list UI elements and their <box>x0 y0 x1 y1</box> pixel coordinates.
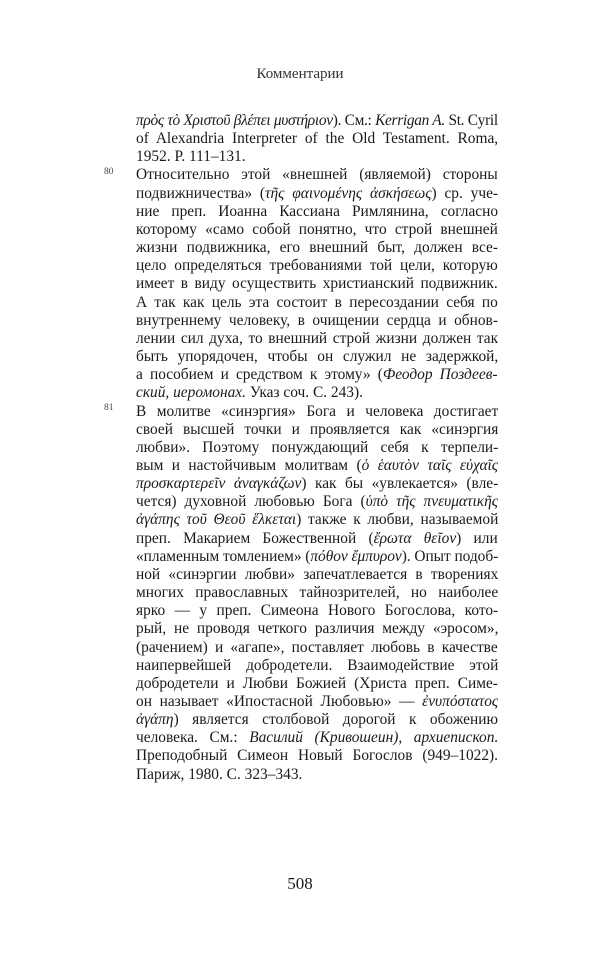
text: Указ соч. С. 243). <box>245 384 363 402</box>
text: а пособием и средством к этому» ( <box>136 366 383 384</box>
footnote-line <box>136 530 498 548</box>
footnote-line <box>136 239 498 257</box>
footnote-line <box>136 384 498 402</box>
footnote-line <box>136 112 498 130</box>
page-number: 508 <box>287 874 313 893</box>
footnote-line <box>136 403 498 421</box>
italic-text: ὁ ἑαυτὸν ταῖς εὐχαῖς <box>361 456 498 474</box>
text: которому «само собой понятно, что строй внешней <box>136 220 498 238</box>
italic-text: ἔρωτα θεῖον <box>373 529 457 547</box>
text: он называет «Ипостасной Любовью» — <box>136 693 423 710</box>
footnote-line <box>136 711 498 729</box>
text: наипервейшей добродетели. Взаимодействие этой <box>136 656 498 674</box>
text: ) является столбовой дорогой к обожению <box>173 711 498 729</box>
footnote-line <box>136 275 498 293</box>
text: ). Опыт подоб- <box>401 547 498 565</box>
footnote-line <box>136 421 498 439</box>
text: вым и настойчивым молитвам ( <box>136 456 362 474</box>
text: ) также к любви, называемой <box>296 511 498 529</box>
footnote-body <box>136 112 498 784</box>
footnote-line <box>136 657 498 675</box>
footnote-line <box>136 747 498 765</box>
footnote-line <box>136 766 498 784</box>
text: 1952. P. 111–131. <box>136 148 246 166</box>
footnote-line <box>136 130 498 148</box>
text: Преподобный Симеон Новый Богослов (949–1022). <box>136 747 498 765</box>
footnote-line <box>136 203 498 221</box>
running-header: Комментарии <box>256 66 344 82</box>
text: of Alexandria Interpreter of the Old Testament. Roma, <box>136 130 498 148</box>
text: ) ср. уче- <box>431 184 498 202</box>
text: имеет в виду осуществить христианский подвижник. <box>136 275 498 293</box>
footnote-line <box>136 312 498 330</box>
text: любви». Поэтому понуждающий себя к терпели- <box>136 438 498 456</box>
footnote-line <box>136 548 498 566</box>
italic-text: Василий (Кривошеин), архиепископ. <box>249 729 498 747</box>
text: многих православных тайнозрителей, но наиболее <box>136 584 498 602</box>
footnote-line <box>136 602 498 620</box>
footnote-line <box>136 257 498 275</box>
footnote-line <box>136 185 498 203</box>
footnote-line <box>136 439 498 457</box>
footnote-line <box>136 148 498 166</box>
text: А так как цель эта состоит в пересоздании себя по <box>136 293 498 311</box>
text: St. Cyril <box>444 112 498 129</box>
footnote-line <box>136 584 498 602</box>
italic-text: πρὸς τὸ Χριστοῦ βλέπει μυστήριον <box>136 112 333 129</box>
footnote-line <box>136 493 498 511</box>
footnote-line <box>136 475 498 493</box>
text: ) как бы «увлекается» (вле- <box>301 475 498 493</box>
footnote-line <box>136 511 498 529</box>
italic-text: ский, иеромонах. <box>136 384 246 402</box>
text: внутреннему человеку, в очищении сердца и обнов- <box>136 311 498 329</box>
italic-text: Kerrigan A. <box>375 112 445 129</box>
text: Париж, 1980. С. 323–343. <box>136 765 303 783</box>
text: Относительно этой «внешней (являемой) стороны <box>136 166 498 184</box>
text: ние преп. Иоанна Кассиана Римлянина, согласно <box>136 202 498 220</box>
italic-text: τῆς φαινομένης ἀσκήσεως <box>265 184 432 202</box>
text: ). См.: <box>332 112 376 129</box>
footnote-line <box>136 675 498 693</box>
footnote-line <box>136 639 498 657</box>
italic-text: προσκαρτερεῖν ἀναγκάζων <box>136 475 302 493</box>
text: цело определяться требованиями той цели, которую <box>136 257 498 275</box>
italic-text: ἐνυπόστατος <box>422 693 498 710</box>
footnote-line <box>136 620 498 638</box>
text: лении сил духа, то внешний строй жизни должен так <box>136 329 498 347</box>
footnote-line <box>136 366 498 384</box>
footnote-line <box>136 729 498 747</box>
footnote-line <box>136 348 498 366</box>
text: ) или <box>456 529 498 547</box>
footnote-line <box>136 221 498 239</box>
text: жизни подвижника, его внешний быт, должен все- <box>136 239 498 257</box>
text: ной «синэргии любви» запечатлевается в творениях <box>136 565 498 583</box>
text: ярко — у преп. Симеона Нового Богослова, кото- <box>136 602 498 620</box>
italic-text: ἀγάπη <box>136 711 174 729</box>
footnote-line <box>136 166 498 184</box>
italic-text: πόθον ἔμπυρον <box>310 547 402 565</box>
footnote-line <box>136 693 498 711</box>
italic-text: Феодор Поздеев- <box>382 366 498 384</box>
italic-text: ἀγάπης τοῦ Θεοῦ ἕλκεται <box>136 511 297 529</box>
text: В молитве «синэргия» Бога и человека достигает <box>136 402 498 420</box>
text: рый, не проводя четкого различия между «эросом», <box>136 620 498 638</box>
text: «пламенным томлением» ( <box>136 547 311 565</box>
text: быть упорядочен, чтобы он служил не задержкой, <box>136 348 498 366</box>
italic-text: ὑπὸ τῆς πνευματικῆς <box>365 493 498 511</box>
footnote-line <box>136 457 498 475</box>
footnote-number: 80 <box>104 167 114 178</box>
text: (рачением) и «агапе», поставляет любовь в качестве <box>136 638 498 656</box>
text: добродетели и Любви Божией (Христа преп. Симе- <box>136 674 498 692</box>
text: человека. См.: <box>136 729 250 747</box>
footnote-line <box>136 294 498 312</box>
footnote-number: 81 <box>104 403 114 414</box>
text: преп. Макарием Божественной ( <box>136 529 374 547</box>
text: своей высшей точки и проявляется как «синэргия <box>136 420 498 438</box>
footnote-line <box>136 566 498 584</box>
text: подвижничества» ( <box>136 184 266 202</box>
text: чется) духовной любовью Бога ( <box>136 493 366 511</box>
footnote-line <box>136 330 498 348</box>
